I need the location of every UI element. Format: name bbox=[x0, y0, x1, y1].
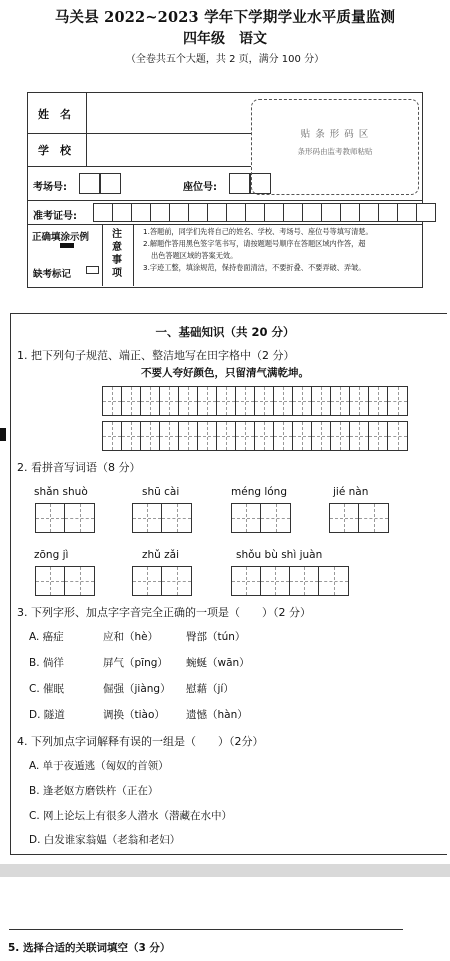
question-4: 4. 下列加点字词解释有误的一组是（ ）（2分） bbox=[17, 735, 264, 748]
notice-line: 出色答题区域的答案无效。 bbox=[151, 251, 238, 260]
divider bbox=[27, 224, 422, 225]
ticket-box[interactable] bbox=[283, 203, 303, 222]
tianzi-cell[interactable] bbox=[319, 567, 348, 595]
tianzi-cell[interactable] bbox=[162, 504, 191, 532]
divider bbox=[133, 224, 134, 286]
fill-example-mark bbox=[60, 243, 74, 248]
tianzi-cell[interactable] bbox=[331, 387, 350, 415]
tianzi-cell[interactable] bbox=[103, 387, 122, 415]
scan-mark bbox=[0, 428, 6, 441]
option-b-word: 屏气（pīng） bbox=[103, 657, 168, 669]
absent-label: 缺考标记 bbox=[33, 269, 72, 280]
question-5: 5. 选择合适的关联词填空（3 分） bbox=[8, 942, 171, 954]
ticket-box[interactable] bbox=[302, 203, 322, 222]
option-b[interactable]: B. 倘徉 bbox=[29, 657, 64, 669]
question-2: 2. 看拼音写词语（8 分） bbox=[17, 461, 141, 474]
option-d-word: 调换（tiào） bbox=[103, 709, 165, 721]
barcode-note: 条形码由监考教师粘贴 bbox=[297, 147, 373, 156]
option-c-word: 慰藉（jí） bbox=[186, 683, 234, 695]
ticket-box[interactable] bbox=[359, 203, 379, 222]
tianzi-cell[interactable] bbox=[141, 422, 160, 450]
tianzi-cell[interactable] bbox=[232, 504, 261, 532]
tianzi-cell[interactable] bbox=[312, 387, 331, 415]
tianzi-cell[interactable] bbox=[179, 387, 198, 415]
tianzi-cell[interactable] bbox=[388, 422, 407, 450]
seat-label: 座位号: bbox=[183, 182, 217, 193]
notice-heading-char: 意 bbox=[112, 242, 122, 253]
section-title: 一、基础知识（共 20 分） bbox=[155, 325, 295, 339]
tianzi-cell[interactable] bbox=[261, 567, 290, 595]
tianzi-cell[interactable] bbox=[160, 387, 179, 415]
ticket-box[interactable] bbox=[188, 203, 208, 222]
notice-line: 1.答题前，同学们先将自己的姓名、学校、考场号、座位号等填写清楚。 bbox=[143, 227, 373, 236]
pinyin-label: jié nàn bbox=[333, 486, 369, 498]
divider bbox=[102, 224, 103, 286]
option-c-word: 倔强（jiàng） bbox=[103, 683, 171, 695]
option-d[interactable]: D. 白发谁家翁媪（老翁和老妇） bbox=[29, 834, 181, 846]
tianzi-cell[interactable] bbox=[388, 387, 407, 415]
tianzi-cell[interactable] bbox=[36, 567, 65, 595]
tianzi-cell[interactable] bbox=[198, 387, 217, 415]
notice-line: 3.字迹工整，填涂规范，保持卷面清洁，不要折叠、不要弄破、弄皱。 bbox=[143, 263, 366, 272]
answer-grid[interactable] bbox=[329, 503, 389, 533]
tianzi-cell[interactable] bbox=[217, 387, 236, 415]
exam-room-box-1[interactable] bbox=[79, 173, 100, 194]
option-d-word: 遗憾（hàn） bbox=[186, 709, 248, 721]
tianzi-cell[interactable] bbox=[232, 567, 261, 595]
exam-title: 马关县 2022~2023 学年下学期学业水平质量监测 bbox=[54, 9, 396, 26]
ticket-box[interactable] bbox=[93, 203, 113, 222]
ticket-box[interactable] bbox=[112, 203, 132, 222]
tianzi-cell[interactable] bbox=[293, 422, 312, 450]
pinyin-label: shǎn shuò bbox=[34, 486, 88, 498]
ticket-box[interactable] bbox=[340, 203, 360, 222]
option-a[interactable]: A. 癌症 bbox=[29, 631, 64, 643]
tianzi-cell[interactable] bbox=[290, 567, 319, 595]
ticket-box[interactable] bbox=[150, 203, 170, 222]
divider bbox=[86, 92, 87, 167]
pinyin-label: zhǔ zǎi bbox=[142, 549, 180, 561]
tianzi-cell[interactable] bbox=[255, 387, 274, 415]
notice-heading-char: 项 bbox=[112, 268, 122, 279]
divider bbox=[27, 166, 251, 167]
option-b-word: 蜿蜒（wān） bbox=[186, 657, 250, 669]
notice-heading-char: 注 bbox=[112, 229, 122, 240]
notice-heading bbox=[112, 228, 124, 280]
tianzi-cell[interactable] bbox=[369, 422, 388, 450]
tianzi-cell[interactable] bbox=[274, 422, 293, 450]
ticket-box[interactable] bbox=[378, 203, 398, 222]
pinyin-label: méng lóng bbox=[231, 486, 288, 498]
answer-grid[interactable] bbox=[35, 566, 95, 596]
ticket-boxes[interactable] bbox=[94, 203, 436, 222]
tianzi-cell[interactable] bbox=[65, 504, 94, 532]
divider bbox=[27, 200, 422, 201]
tianzi-cell[interactable] bbox=[312, 422, 331, 450]
tianzi-cell[interactable] bbox=[330, 504, 359, 532]
notice-heading-char: 事 bbox=[112, 255, 122, 266]
tianzi-cell[interactable] bbox=[133, 504, 162, 532]
tianzi-cell[interactable] bbox=[236, 422, 255, 450]
tianzi-cell[interactable] bbox=[350, 387, 369, 415]
school-label: 学 校 bbox=[38, 144, 71, 157]
name-label: 姓 名 bbox=[38, 108, 71, 121]
tianzi-cell[interactable] bbox=[122, 422, 141, 450]
tianzi-cell[interactable] bbox=[236, 387, 255, 415]
pinyin-label: zōng jì bbox=[34, 549, 69, 561]
barcode-title: 贴 条 形 码 区 bbox=[300, 129, 370, 140]
answer-grid[interactable] bbox=[35, 503, 95, 533]
name-field[interactable] bbox=[88, 94, 248, 132]
writing-grid-row-2[interactable] bbox=[102, 421, 408, 451]
tianzi-cell[interactable] bbox=[65, 567, 94, 595]
option-c[interactable]: C. 网上论坛上有很多人潜水（潜藏在水中） bbox=[29, 810, 233, 822]
question-3: 3. 下列字形、加点字字音完全正确的一项是（ ）（2 分） bbox=[17, 606, 311, 619]
tianzi-cell[interactable] bbox=[331, 422, 350, 450]
tianzi-cell[interactable] bbox=[36, 504, 65, 532]
absent-checkbox[interactable] bbox=[86, 266, 99, 274]
school-field[interactable] bbox=[88, 135, 248, 165]
option-c[interactable]: C. 催眠 bbox=[29, 683, 65, 695]
tianzi-cell[interactable] bbox=[350, 422, 369, 450]
answer-grid[interactable] bbox=[132, 503, 192, 533]
tianzi-cell[interactable] bbox=[133, 567, 162, 595]
ticket-box[interactable] bbox=[226, 203, 246, 222]
page-2-top-border bbox=[9, 929, 403, 930]
exam-note: （全卷共五个大题，共 2 页，满分 100 分） bbox=[125, 54, 325, 65]
option-d[interactable]: D. 隧道 bbox=[29, 709, 65, 721]
writing-grid-row-1[interactable] bbox=[102, 386, 408, 416]
tianzi-cell[interactable] bbox=[217, 422, 236, 450]
option-a-word: 臀部（tún） bbox=[186, 631, 246, 643]
answer-grid[interactable] bbox=[231, 566, 349, 596]
tianzi-cell[interactable] bbox=[141, 387, 160, 415]
question-1-sentence: 不要人夸好颜色，只留清气满乾坤。 bbox=[141, 367, 309, 379]
ticket-box[interactable] bbox=[397, 203, 417, 222]
tianzi-cell[interactable] bbox=[162, 567, 191, 595]
tianzi-cell[interactable] bbox=[179, 422, 198, 450]
tianzi-cell[interactable] bbox=[255, 422, 274, 450]
divider bbox=[27, 133, 251, 134]
tianzi-cell[interactable] bbox=[198, 422, 217, 450]
answer-grid[interactable] bbox=[231, 503, 291, 533]
ticket-box[interactable] bbox=[264, 203, 284, 222]
tianzi-cell[interactable] bbox=[160, 422, 179, 450]
notice-line: 2.解题作答用黑色签字笔书写，请按题题号顺序在答题区域内作答，超 bbox=[143, 239, 366, 248]
seat-box-1[interactable] bbox=[229, 173, 250, 194]
ticket-box[interactable] bbox=[169, 203, 189, 222]
notice-text bbox=[143, 226, 417, 274]
option-a-word: 应和（hè） bbox=[103, 631, 159, 643]
ticket-label: 准考证号: bbox=[33, 211, 77, 222]
option-b[interactable]: B. 逢老妪方磨铁杵（正在） bbox=[29, 785, 159, 797]
ticket-box[interactable] bbox=[207, 203, 227, 222]
tianzi-cell[interactable] bbox=[359, 504, 388, 532]
pinyin-label: shǒu bù shì juàn bbox=[236, 549, 323, 561]
fill-example-label: 正确填涂示例 bbox=[32, 232, 90, 243]
option-a[interactable]: A. 单于夜遁逃（匈奴的首领） bbox=[29, 760, 169, 772]
barcode-area bbox=[251, 99, 419, 195]
tianzi-cell[interactable] bbox=[122, 387, 141, 415]
tianzi-cell[interactable] bbox=[293, 387, 312, 415]
ticket-box[interactable] bbox=[416, 203, 436, 222]
exam-room-box-2[interactable] bbox=[100, 173, 121, 194]
exam-subtitle: 四年级 语文 bbox=[183, 31, 267, 47]
ticket-box[interactable] bbox=[245, 203, 265, 222]
question-1: 1. 把下列句子规范、端正、整洁地写在田字格中（2 分） bbox=[17, 349, 295, 362]
exam-room-label: 考场号: bbox=[33, 182, 67, 193]
page-separator bbox=[0, 864, 450, 877]
tianzi-cell[interactable] bbox=[261, 504, 290, 532]
tianzi-cell[interactable] bbox=[274, 387, 293, 415]
tianzi-cell[interactable] bbox=[369, 387, 388, 415]
pinyin-label: shū cài bbox=[142, 486, 180, 498]
answer-grid[interactable] bbox=[132, 566, 192, 596]
ticket-box[interactable] bbox=[131, 203, 151, 222]
tianzi-cell[interactable] bbox=[103, 422, 122, 450]
ticket-box[interactable] bbox=[321, 203, 341, 222]
